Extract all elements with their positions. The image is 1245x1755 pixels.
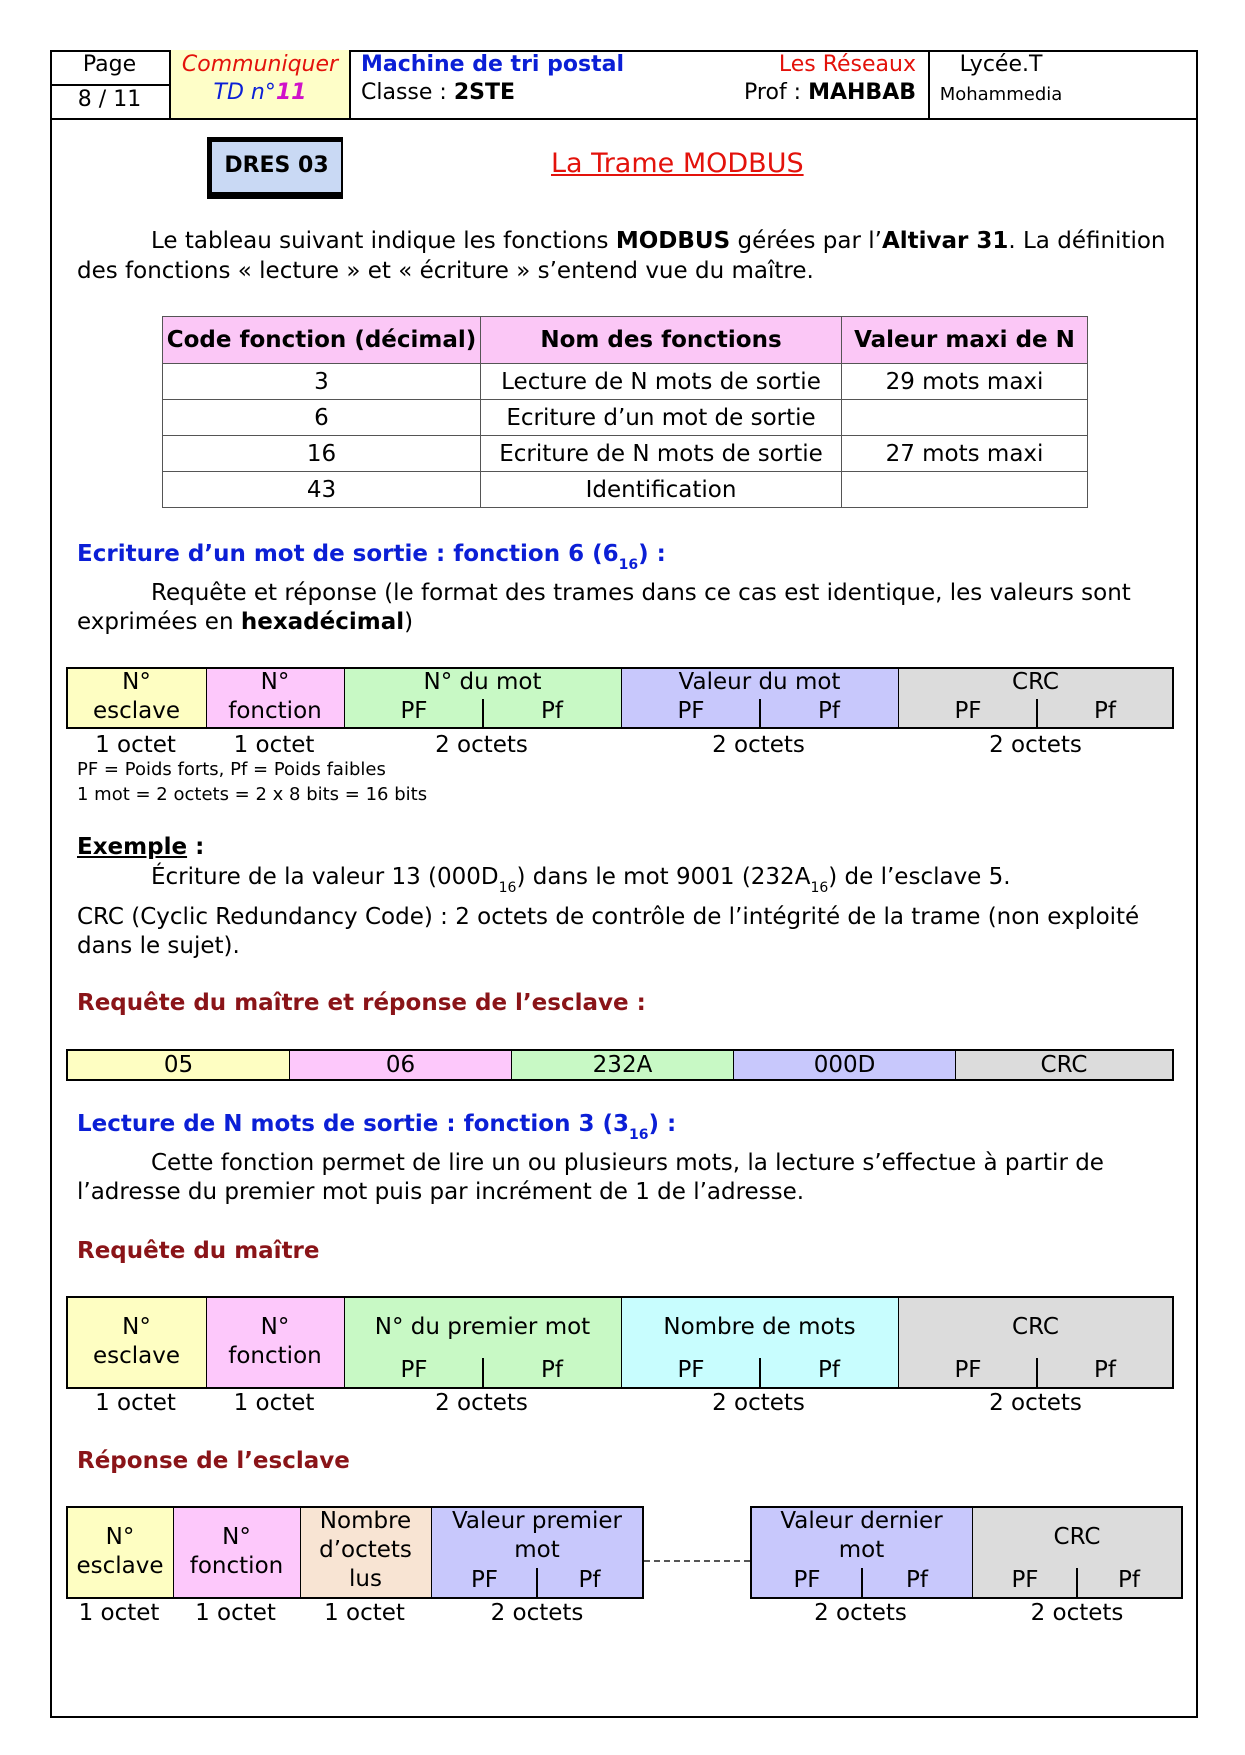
page-header xyxy=(50,50,1198,120)
page-label: Page xyxy=(50,50,169,86)
intro-line-2: des fonctions « lecture » et « écriture » s’entend vue du maître. xyxy=(77,258,814,284)
value-function: 06 xyxy=(290,1051,512,1079)
value-crc: CRC xyxy=(956,1051,1172,1079)
sec3-line-1: Cette fonction permet de lire un ou plusieurs mots, la lecture s’effectue à partir de xyxy=(151,1150,1104,1176)
size-label: 1 octet xyxy=(95,1390,176,1416)
section-request-response: Requête du maître et réponse de l’esclave : xyxy=(77,990,646,1016)
title-cell xyxy=(351,50,930,118)
col-header-max: Valeur maxi de N xyxy=(842,317,1088,364)
table-row xyxy=(163,436,1088,472)
section-write-one-word: Ecriture d’un mot de sortie : fonction 6 $(6_{16})$ : xyxy=(77,541,666,573)
field-word-count: Nombre de mots PF Pf xyxy=(622,1298,899,1387)
field-slave: N° esclave xyxy=(68,1298,207,1387)
size-label: 1 octet xyxy=(195,1600,276,1626)
cell-max xyxy=(842,400,1088,436)
field-word-value: Valeur du mot PF Pf xyxy=(622,669,899,727)
size-label: 2 octets xyxy=(435,732,528,758)
size-label: 2 octets xyxy=(712,1390,805,1416)
example-line-1: Écriture de la valeur 13 $(000D_{16})$ dans le mot 9001 $(232A_{16})$ de l’esclave 5. xyxy=(151,864,1011,896)
size-label: 2 octets xyxy=(712,732,805,758)
value-slave: 05 xyxy=(68,1051,290,1079)
field-first-value: Valeur premier mot PF Pf xyxy=(432,1508,642,1597)
field-function: N° fonction xyxy=(174,1508,301,1597)
size-label: 2 octets xyxy=(490,1600,584,1626)
size-label: 2 octets xyxy=(989,1390,1082,1416)
frame-example xyxy=(66,1049,1174,1081)
field-function: N° fonction xyxy=(207,669,345,727)
cell-code: 43 xyxy=(163,472,481,508)
continuation-line xyxy=(644,1560,750,1562)
doc-tag: DRES 03 xyxy=(207,137,343,199)
frame-read-response-end xyxy=(750,1506,1183,1599)
field-crc: CRC PF Pf xyxy=(973,1508,1181,1597)
cell-name: Ecriture de N mots de sortie xyxy=(481,436,842,472)
size-label: 1 octet xyxy=(233,732,315,758)
school-city: Mohammedia xyxy=(939,84,1063,105)
cell-code: 6 xyxy=(163,400,481,436)
field-crc: CRC PF Pf xyxy=(899,1298,1172,1387)
frame-read-response-start xyxy=(66,1506,644,1599)
cell-name: Identification xyxy=(481,472,842,508)
section-read-n-words: Lecture de N mots de sortie : fonction 3 $(3_{16})$ : xyxy=(77,1111,677,1143)
cell-name: Lecture de N mots de sortie xyxy=(481,364,842,400)
size-label: 1 octet xyxy=(78,1600,160,1626)
section-master-request: Requête du maître xyxy=(77,1238,320,1264)
cell-max: 29 mots maxi xyxy=(842,364,1088,400)
page-cell xyxy=(50,50,171,118)
field-function: N° fonction xyxy=(207,1298,345,1387)
value-word-value: 000D xyxy=(734,1051,956,1079)
size-label: 1 octet xyxy=(95,732,176,758)
module-name: Communiquer xyxy=(181,52,339,77)
sec1-line-2: exprimées en hexadécimal) xyxy=(77,609,414,635)
field-first-word: N° du premier mot PF Pf xyxy=(345,1298,622,1387)
example-line-2: CRC (Cyclic Redundancy Code) : 2 octets de contrôle de l’intégrité de la trame (non exploité xyxy=(77,904,1140,930)
page-title: La Trame MODBUS xyxy=(551,148,804,179)
intro-line-1: Le tableau suivant indique les fonctions MODBUS gérées par l’Altivar 31. La définition xyxy=(151,228,1166,254)
size-label: 1 octet xyxy=(324,1600,405,1626)
cell-max: 27 mots maxi xyxy=(842,436,1088,472)
size-label: 2 octets xyxy=(989,732,1082,758)
table-row xyxy=(163,472,1088,508)
size-label: 2 octets xyxy=(814,1600,907,1626)
table-row xyxy=(163,364,1088,400)
field-byte-count: Nombre d’octets lus xyxy=(301,1508,432,1597)
field-word-number: N° du mot PF Pf xyxy=(345,669,622,727)
td-number: TD n°11 xyxy=(213,80,307,105)
field-last-value: Valeur dernier mot PF Pf xyxy=(752,1508,973,1597)
example-heading: Exemple : xyxy=(77,834,205,860)
school-name: Lycée.T xyxy=(959,52,1043,77)
prof-info: Prof : MAHBAB xyxy=(744,80,916,105)
module-cell xyxy=(171,50,351,118)
functions-table xyxy=(162,316,1088,508)
field-crc: CRC PF Pf xyxy=(899,669,1172,727)
cell-code: 16 xyxy=(163,436,481,472)
frame-read-request xyxy=(66,1296,1174,1389)
subject-name: Les Réseaux xyxy=(778,52,916,77)
frame-write-one-word xyxy=(66,667,1174,729)
school-cell xyxy=(930,50,1196,118)
col-header-code: Code fonction (décimal) xyxy=(163,317,481,364)
project-name: Machine de tri postal xyxy=(361,52,624,77)
size-label: 2 octets xyxy=(1030,1600,1124,1626)
note-word-size: 1 mot = 2 octets = 2 x 8 bits = 16 bits xyxy=(77,784,428,805)
class-info: Classe : 2STE xyxy=(361,80,515,105)
sec1-line-1: Requête et réponse (le format des trames dans ce cas est identique, les valeurs sont xyxy=(151,580,1131,606)
cell-code: 3 xyxy=(163,364,481,400)
col-header-name: Nom des fonctions xyxy=(481,317,842,364)
example-line-3: dans le sujet). xyxy=(77,933,240,959)
cell-max xyxy=(842,472,1088,508)
note-poids: PF = Poids forts, Pf = Poids faibles xyxy=(77,759,386,780)
value-word-number: 232A xyxy=(512,1051,734,1079)
sec3-line-2: l’adresse du premier mot puis par incrément de 1 de l’adresse. xyxy=(77,1179,805,1205)
section-slave-response: Réponse de l’esclave xyxy=(77,1448,350,1474)
page-number: 8 / 11 xyxy=(77,87,142,112)
table-row xyxy=(163,400,1088,436)
field-slave: N° esclave xyxy=(68,669,207,727)
size-label: 2 octets xyxy=(435,1390,528,1416)
cell-name: Ecriture d’un mot de sortie xyxy=(481,400,842,436)
field-slave: N° esclave xyxy=(68,1508,174,1597)
size-label: 1 octet xyxy=(233,1390,315,1416)
